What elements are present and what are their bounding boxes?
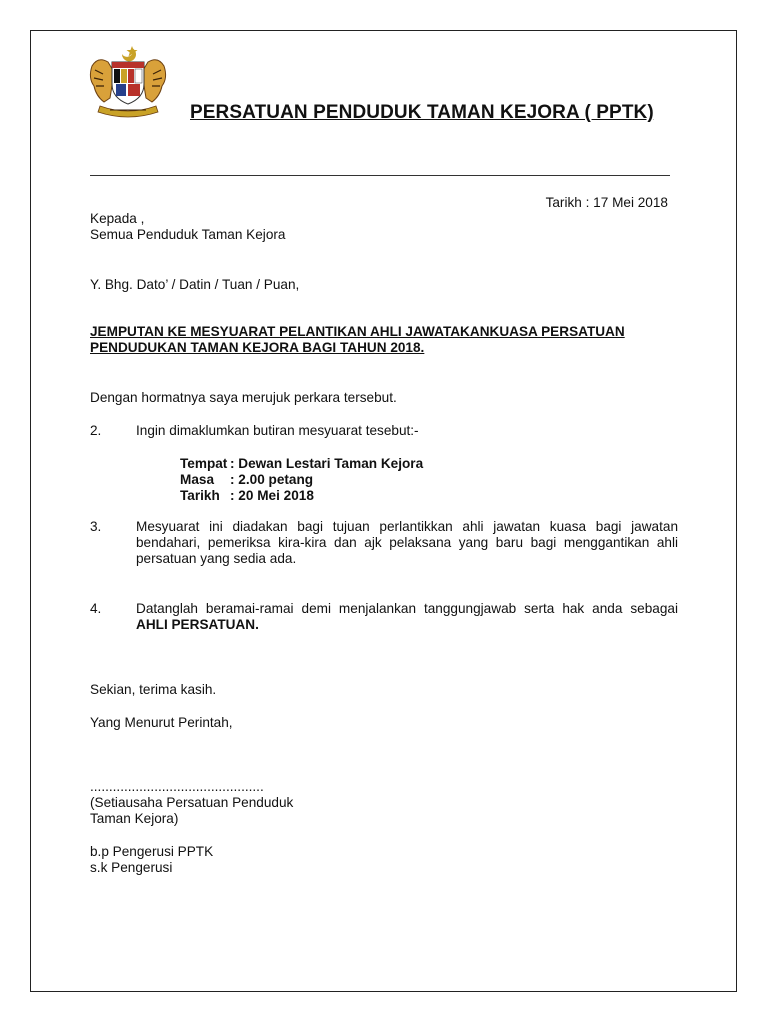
closing-thanks: Sekian, terima kasih. xyxy=(90,682,217,697)
subject-line-1: JEMPUTAN KE MESYUARAT PELANTIKAN AHLI JAWATAKANKUASA PERSATUAN xyxy=(90,324,625,339)
item-4-paragraph xyxy=(136,601,678,633)
detail-time-label: Masa xyxy=(180,472,215,487)
signatory-line-1: (Setiausaha Persatuan Penduduk xyxy=(90,795,294,810)
detail-date-label: Tarikh xyxy=(180,488,220,503)
sk-chairman: s.k Pengerusi xyxy=(90,860,173,875)
detail-time-value: : 2.00 petang xyxy=(230,472,314,487)
recipient-line-2: Semua Penduduk Taman Kejora xyxy=(90,227,286,242)
item-3-text: Mesyuarat ini diadakan bagi tujuan perlantikkan ahli jawatan kuasa bagi jawatan bendahari, pemeriksa kira-kira dan ajk pelaksana yang baru bagi menggantikan ahli persatuan yang sedia ada. xyxy=(136,519,678,566)
subject-line-2: PENDUDUKAN TAMAN KEJORA BAGI TAHUN 2018. xyxy=(90,340,425,355)
letter-date: Tarikh : 17 Mei 2018 xyxy=(545,195,668,210)
signatory-line-2: Taman Kejora) xyxy=(90,811,179,826)
item-4-number: 4. xyxy=(90,601,102,616)
recipient-line-1: Kepada , xyxy=(90,211,145,226)
item-4-text: Datanglah beramai-ramai demi menjalankan tanggungjawab serta hak anda sebagai xyxy=(136,601,678,616)
detail-time xyxy=(180,472,423,488)
meeting-details xyxy=(180,456,423,504)
detail-place-value: : Dewan Lestari Taman Kejora xyxy=(230,456,424,471)
item-2-number: 2. xyxy=(90,423,102,438)
detail-place xyxy=(180,456,423,472)
item-2-text: Ingin dimaklumkan butiran mesyuarat tesebut:- xyxy=(136,423,419,438)
item-4-bold-text: AHLI PERSATUAN. xyxy=(136,617,259,632)
item-3-number: 3. xyxy=(90,519,102,534)
header-divider xyxy=(90,175,670,176)
detail-place-label: Tempat xyxy=(180,456,228,471)
coat-of-arms-logo xyxy=(86,44,170,118)
opening-sentence: Dengan hormatnya saya merujuk perkara tersebut. xyxy=(90,390,397,405)
salutation: Y. Bhg. Dato’ / Datin / Tuan / Puan, xyxy=(90,277,300,292)
organization-title: PERSATUAN PENDUDUK TAMAN KEJORA ( PPTK) xyxy=(190,102,654,123)
closing-order: Yang Menurut Perintah, xyxy=(90,715,233,730)
detail-date xyxy=(180,488,423,504)
bp-chairman: b.p Pengerusi PPTK xyxy=(90,844,214,859)
detail-date-value: : 20 Mei 2018 xyxy=(230,488,314,503)
signature-dots: .............................................. xyxy=(90,779,264,794)
